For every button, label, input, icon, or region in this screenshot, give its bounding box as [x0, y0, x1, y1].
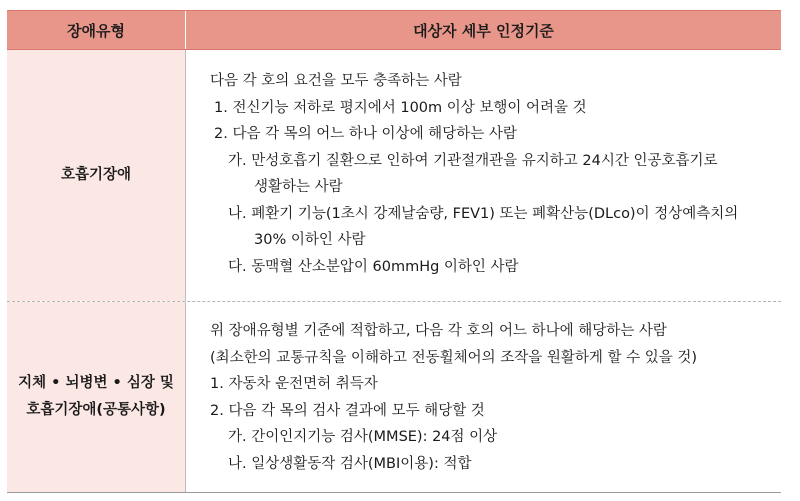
criteria-line: 나. 일상생활동작 검사(MBI이용): 적합	[228, 455, 472, 472]
criteria-line: 30% 이하인 사람	[254, 232, 366, 248]
criteria-line: 나. 폐환기 기능(1초시 강제날숨량, FEV1) 또는 폐확산능(DLco)이 정상예측치의	[228, 205, 739, 222]
criteria-line: 2. 다음 각 목의 검사 결과에 모두 해당할 것	[210, 402, 485, 419]
criteria-line: 위 장애유형별 기준에 적합하고, 다음 각 호의 어느 하나에 해당하는 사람	[210, 323, 667, 339]
criteria-cell	[186, 302, 781, 492]
criteria-line: 가. 간이인지기능 검사(MMSE): 24점 이상	[228, 429, 498, 445]
table-header	[7, 10, 781, 50]
table-row	[7, 302, 781, 492]
disability-type-label: 호흡기장애(공통사항)	[26, 402, 166, 418]
criteria-line: 2. 다음 각 목의 어느 하나 이상에 해당하는 사람	[214, 126, 517, 142]
disability-type-label: 지체 • 뇌병변 • 심장 및	[18, 375, 174, 391]
criteria-table	[7, 10, 781, 493]
criteria-cell	[186, 50, 781, 301]
criteria-line: 다음 각 호의 요건을 모두 충족하는 사람	[210, 73, 462, 89]
criteria-line: 생활하는 사람	[254, 179, 343, 195]
criteria-line: 가. 만성호흡기 질환으로 인하여 기관절개관을 유지하고 24시간 인공호흡기로	[228, 152, 718, 169]
table-row	[7, 50, 781, 302]
header-disability-type: 장애유형	[7, 11, 186, 49]
disability-type-cell	[7, 302, 186, 492]
disability-type-label: 호흡기장애	[60, 167, 132, 183]
disability-type-cell	[7, 50, 186, 301]
criteria-line: 1. 전신기능 저하로 평지에서 100m 이상 보행이 어려울 것	[214, 99, 587, 116]
criteria-line: 1. 자동차 운전면허 취득자	[210, 376, 378, 392]
criteria-line: (최소한의 교통규칙을 이해하고 전동휠체어의 조작을 원활하게 할 수 있을 것)	[210, 349, 698, 366]
criteria-line: 다. 동맥혈 산소분압이 60mmHg 이하인 사람	[228, 258, 519, 275]
header-criteria: 대상자 세부 인정기준	[413, 21, 554, 40]
